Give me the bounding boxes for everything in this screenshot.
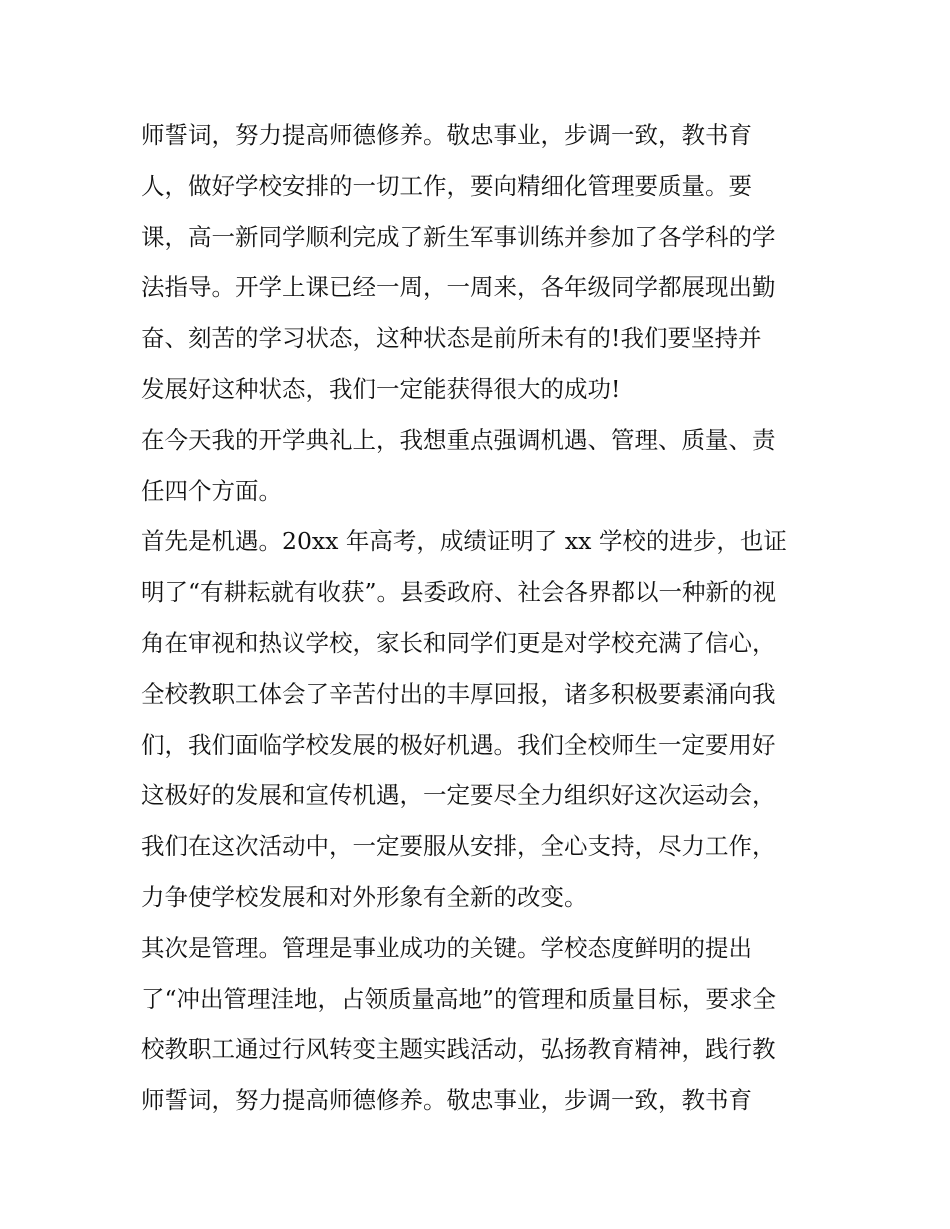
text-line: 角在审视和热议学校，家长和同学们更是对学校充满了信心，	[141, 628, 776, 657]
text-line: 课，高一新同学顺利完成了新生军事训练并参加了各学科的学	[141, 222, 776, 251]
text-line: 法指导。开学上课已经一周，一周来，各年级同学都展现出勤	[141, 273, 776, 302]
text-line: 发展好这种状态，我们一定能获得很大的成功!	[141, 374, 621, 403]
text-line: 这极好的发展和宣传机遇，一定要尽全力组织好这次运动会，	[141, 781, 776, 810]
text-line: 其次是管理。管理是事业成功的关键。学校态度鲜明的提出	[141, 933, 752, 962]
text-line: 首先是机遇。20xx 年高考，成绩证明了 xx 学校的进步，也证	[141, 527, 787, 556]
text-line: 了“冲出管理洼地，占领质量高地”的管理和质量目标，要求全	[141, 984, 777, 1013]
document-body	[141, 110, 821, 1126]
text-line: 在今天我的开学典礼上，我想重点强调机遇、管理、质量、责	[141, 425, 776, 454]
text-line: 师誓词，努力提高师德修养。敬忠事业，步调一致，教书育	[141, 1086, 752, 1115]
text-line: 力争使学校发展和对外形象有全新的改变。	[141, 882, 588, 911]
text-line: 师誓词，努力提高师德修养。敬忠事业，步调一致，教书育	[141, 121, 752, 149]
text-line: 们，我们面临学校发展的极好机遇。我们全校师生一定要用好	[141, 730, 776, 759]
text-line: 人，做好学校安排的一切工作，要向精细化管理要质量。要	[141, 171, 752, 200]
text-line: 明了“有耕耘就有收获”。县委政府、社会各界都以一种新的视	[141, 578, 777, 607]
text-line: 全校教职工体会了辛苦付出的丰厚回报，诸多积极要素涌向我	[141, 679, 776, 708]
text-line: 任四个方面。	[141, 476, 282, 505]
text-line: 校教职工通过行风转变主题实践活动，弘扬教育精神，践行教	[141, 1035, 776, 1064]
text-line: 奋、刻苦的学习状态，这种状态是前所未有的!我们要坚持并	[141, 324, 762, 353]
text-line: 我们在这次活动中，一定要服从安排，全心支持，尽力工作，	[141, 832, 776, 861]
